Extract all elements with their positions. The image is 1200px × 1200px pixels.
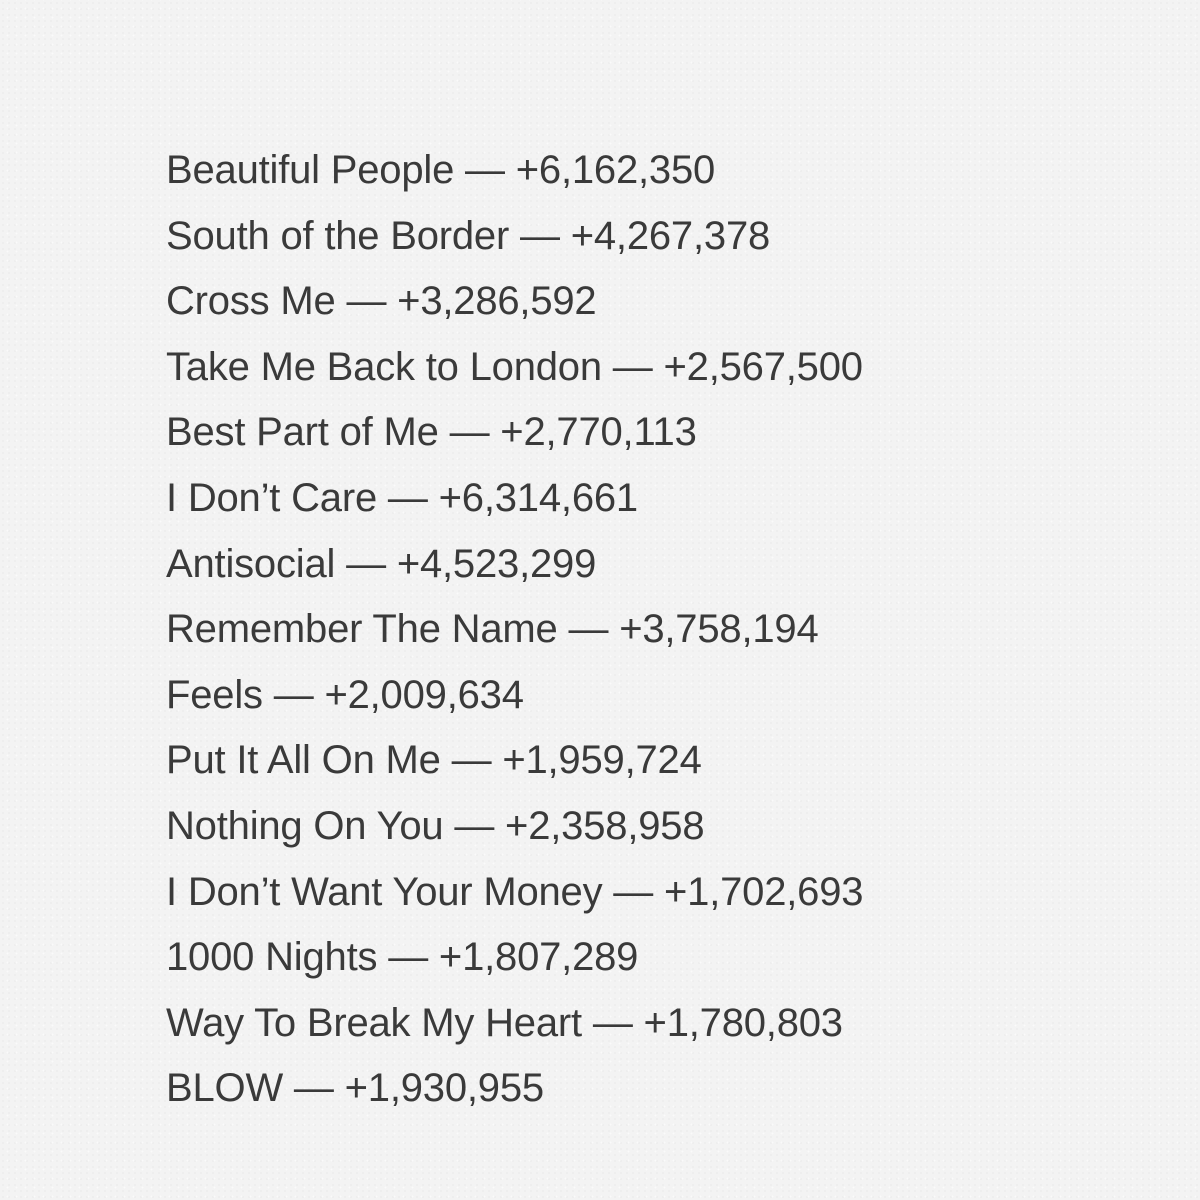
note-line: Remember The Name — +3,758,194 xyxy=(166,607,819,652)
note-line: Way To Break My Heart — +1,780,803 xyxy=(166,1000,843,1045)
note-line: Beautiful People — +6,162,350 xyxy=(166,148,716,192)
note-line: BLOW — +1,930,955 xyxy=(166,1066,544,1111)
note-line: I Don’t Care — +6,314,661 xyxy=(166,475,638,520)
note-line: Cross Me — +3,286,592 xyxy=(166,279,597,324)
note-line: South of the Border — +4,267,378 xyxy=(166,213,771,258)
note-line: Put It All On Me — +1,959,724 xyxy=(166,738,702,783)
note-line: Take Me Back to London — +2,567,500 xyxy=(166,344,863,389)
note-line: Best Part of Me — +2,770,113 xyxy=(166,410,697,455)
note-line: 1000 Nights — +1,807,289 xyxy=(166,935,639,980)
note-text-list xyxy=(166,138,863,1122)
note-line: I Don’t Want Your Money — +1,702,693 xyxy=(166,869,864,914)
note-line: Antisocial — +4,523,299 xyxy=(166,541,597,586)
note-line: Feels — +2,009,634 xyxy=(166,672,524,717)
note-line: Nothing On You — +2,358,958 xyxy=(166,803,705,848)
